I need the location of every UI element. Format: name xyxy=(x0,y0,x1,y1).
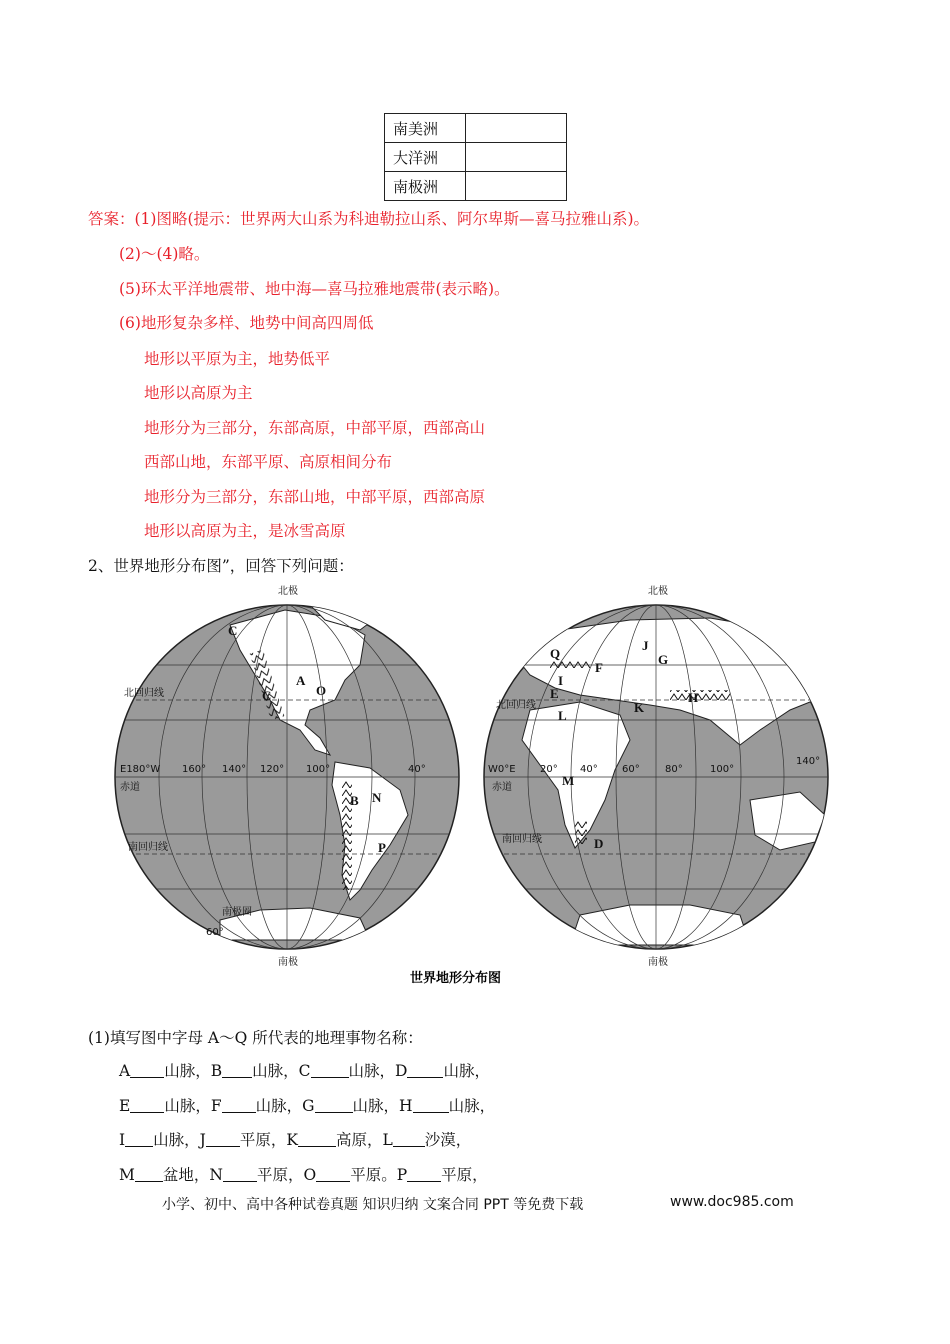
fill-suffix: 山脉， xyxy=(443,1062,490,1080)
fill-suffix: 山脉， xyxy=(255,1097,303,1115)
answer-blank[interactable] xyxy=(130,1063,164,1078)
map-letter: J xyxy=(642,638,649,653)
world-landform-map xyxy=(110,580,830,990)
lon-label: 100° xyxy=(306,764,331,775)
fill-letter: K xyxy=(286,1131,298,1149)
fill-row-2 xyxy=(119,1094,495,1116)
table-row xyxy=(385,143,567,172)
lon-label: 100° xyxy=(710,764,735,775)
answer-blank[interactable] xyxy=(223,1167,257,1182)
south-pole-label-e: 南极 xyxy=(648,957,668,968)
answer-blank[interactable] xyxy=(407,1063,443,1078)
map-letter: H xyxy=(688,690,699,705)
table-cell-value xyxy=(466,114,567,143)
answer-blank[interactable] xyxy=(135,1167,163,1182)
map-letter: A xyxy=(296,673,306,688)
fill-row-4 xyxy=(119,1163,488,1185)
map-letter: K xyxy=(634,700,645,715)
eastern-hemisphere xyxy=(484,584,828,968)
fill-suffix: 山脉， xyxy=(164,1062,211,1080)
answer-sub-5: 地形分为三部分，东部山地，中部平原，西部高原 xyxy=(144,488,486,506)
fill-suffix: 山脉， xyxy=(448,1097,496,1115)
equator-label-e: 赤道 xyxy=(492,782,512,793)
lon-label: 140° xyxy=(222,764,247,775)
lat-label: 60° xyxy=(206,927,224,938)
fill-letter: H xyxy=(399,1097,413,1115)
map-letter: G xyxy=(658,652,669,667)
answer-blank[interactable] xyxy=(125,1132,153,1147)
lon-label: 60° xyxy=(622,764,640,775)
answer-blank[interactable] xyxy=(206,1132,240,1147)
equator-label-w: 赤道 xyxy=(120,782,140,793)
north-pole-label-e: 北极 xyxy=(648,586,668,597)
lon-label: 120° xyxy=(260,764,285,775)
fill-suffix: 高原， xyxy=(335,1131,383,1149)
answer-sub-4: 西部山地，东部平原、高原相间分布 xyxy=(144,453,393,471)
map-letter: C xyxy=(262,688,272,703)
answer-blank[interactable] xyxy=(316,1167,350,1182)
table-cell-value xyxy=(466,143,567,172)
answer-sub-6: 地形以高原为主，是冰雪高原 xyxy=(144,522,346,540)
question-2-title: 2、世界地形分布图”，回答下列问题： xyxy=(88,557,354,575)
answer-sub-1: 地形以平原为主，地势低平 xyxy=(144,350,331,368)
map-letter: F xyxy=(595,660,603,675)
answer-blank[interactable] xyxy=(222,1063,252,1078)
fill-letter: F xyxy=(210,1097,222,1115)
answer-sub-2: 地形以高原为主 xyxy=(144,384,253,402)
lon-label: 160° xyxy=(182,764,207,775)
lon-e180w-label: E180°W xyxy=(120,764,161,775)
fill-suffix: 平原， xyxy=(256,1166,304,1184)
map-letter: E xyxy=(550,686,559,701)
table-cell-continent: 南极洲 xyxy=(385,172,466,201)
fill-letter: O xyxy=(303,1166,317,1184)
table-cell-value xyxy=(466,172,567,201)
lon-label: 20° xyxy=(540,764,558,775)
continent-table xyxy=(384,113,567,201)
table-row xyxy=(385,114,567,143)
tropic-cancer-label-e: 北回归线 xyxy=(496,700,536,711)
map-letter: C xyxy=(228,623,238,638)
footer-text: 小学、初中、高中各种试卷真题 知识归纳 文案合同 PPT 等免费下载 xyxy=(162,1197,584,1213)
fill-suffix: 山脉， xyxy=(164,1097,211,1115)
fill-suffix: 山脉， xyxy=(153,1131,200,1149)
lon-w0e-label: W0°E xyxy=(488,764,516,775)
question-1-prompt: (1)填写图中字母 A～Q 所代表的地理事物名称： xyxy=(88,1029,423,1047)
fill-letter: N xyxy=(209,1166,223,1184)
fill-letter: P xyxy=(396,1166,408,1184)
lon-label: 140° xyxy=(796,756,821,767)
answer-blank[interactable] xyxy=(407,1167,441,1182)
fill-letter: E xyxy=(119,1097,131,1115)
footer-url[interactable]: www.doc985.com xyxy=(670,1194,794,1210)
fill-suffix: 平原， xyxy=(239,1131,287,1149)
fill-letter: I xyxy=(119,1131,126,1149)
map-letter: M xyxy=(562,773,575,788)
north-pole-label-w: 北极 xyxy=(278,586,298,597)
fill-row-3 xyxy=(119,1128,471,1150)
lon-label: 40° xyxy=(580,764,598,775)
table-cell-continent: 南美洲 xyxy=(385,114,466,143)
fill-suffix: 山脉， xyxy=(352,1097,400,1115)
answer-blank[interactable] xyxy=(413,1098,449,1113)
answer-line-1: 答案：(1)图略(提示：世界两大山系为科迪勒拉山系、阿尔卑斯—喜马拉雅山系)。 xyxy=(88,210,650,228)
fill-letter: A xyxy=(119,1062,131,1080)
map-letter: D xyxy=(594,836,604,851)
fill-letter: C xyxy=(298,1062,311,1080)
tropic-cancer-label-w: 北回归线 xyxy=(124,688,164,699)
fill-suffix: 平原。 xyxy=(350,1166,397,1184)
answer-blank[interactable] xyxy=(393,1132,425,1147)
western-hemisphere xyxy=(115,584,459,968)
table-row xyxy=(385,172,567,201)
fill-letter: B xyxy=(210,1062,223,1080)
fill-letter: L xyxy=(382,1131,393,1149)
lon-label: 80° xyxy=(665,764,683,775)
fill-letter: D xyxy=(395,1062,408,1080)
map-letter: I xyxy=(558,673,564,688)
lon-label: 40° xyxy=(408,764,426,775)
map-letter: L xyxy=(558,708,567,723)
answer-blank[interactable] xyxy=(222,1098,256,1113)
map-letter: Q xyxy=(550,646,561,661)
fill-letter: J xyxy=(199,1131,206,1149)
map-caption: 世界地形分布图 xyxy=(410,971,502,986)
table-cell-continent: 大洋洲 xyxy=(385,143,466,172)
map-letter: B xyxy=(350,793,359,808)
fill-suffix: 山脉， xyxy=(252,1062,299,1080)
south-pole-label-w: 南极 xyxy=(278,957,298,968)
answer-blank[interactable] xyxy=(130,1098,164,1113)
fill-letter: M xyxy=(119,1166,135,1184)
answer-line-4: (6)地形复杂多样、地势中间高四周低 xyxy=(119,314,374,332)
answer-blank[interactable] xyxy=(315,1098,353,1113)
antarctic-circle-label: 南极圈 xyxy=(222,907,252,918)
answer-line-2: (2)～(4)略。 xyxy=(119,245,210,263)
map-letter: O xyxy=(316,683,327,698)
tropic-capricorn-label-e: 南回归线 xyxy=(502,834,542,845)
fill-row-1 xyxy=(119,1059,490,1081)
fill-suffix: 盆地， xyxy=(162,1166,210,1184)
fill-suffix: 山脉， xyxy=(348,1062,396,1080)
answer-blank[interactable] xyxy=(298,1132,336,1147)
fill-letter: G xyxy=(302,1097,315,1115)
answer-sub-3: 地形分为三部分，东部高原，中部平原，西部高山 xyxy=(144,419,486,437)
answer-blank[interactable] xyxy=(311,1063,349,1078)
map-letter: P xyxy=(378,840,386,855)
fill-suffix: 平原， xyxy=(441,1166,488,1184)
tropic-capricorn-label-w: 南回归线 xyxy=(128,842,168,853)
map-letter: N xyxy=(372,790,382,805)
fill-suffix: 沙漠， xyxy=(424,1131,472,1149)
answer-line-3: (5)环太平洋地震带、地中海—喜马拉雅地震带(表示略)。 xyxy=(119,280,510,298)
